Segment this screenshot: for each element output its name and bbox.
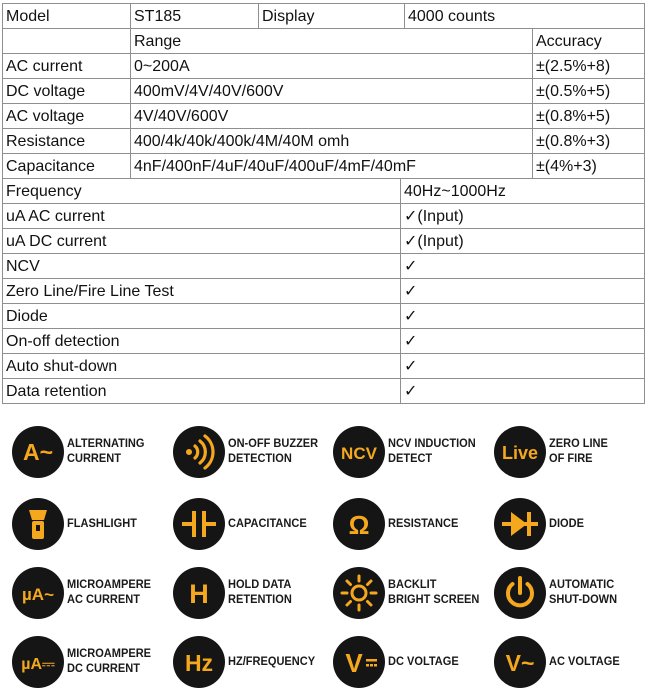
feature-label: FLASHLIGHT [67, 516, 137, 530]
model-label: Model [3, 4, 131, 29]
alternating-current-icon [12, 426, 64, 478]
feature-resistance [325, 492, 487, 558]
feature-row [3, 304, 645, 329]
dc-voltage-icon [333, 636, 385, 688]
spec-row-name: DC voltage [3, 79, 131, 104]
automatic-shutdown-icon [494, 567, 546, 619]
feature-flashlight [4, 492, 166, 558]
display-label: Display [259, 4, 405, 29]
feature-name: Zero Line/Fire Line Test [3, 279, 401, 304]
spec-row-range: 0~200A [131, 54, 533, 79]
ncv-induction-icon [333, 426, 385, 478]
spec-row-range: 4nF/400nF/4uF/40uF/400uF/4mF/40mF [131, 154, 533, 179]
feature-row [3, 329, 645, 354]
accuracy-column-header: Accuracy [533, 29, 645, 54]
feature-ac-voltage [486, 630, 647, 696]
feature-name: Frequency [3, 179, 401, 204]
spec-row-range: 400mV/4V/40V/600V [131, 79, 533, 104]
feature-name: On-off detection [3, 329, 401, 354]
feature-table [2, 178, 645, 404]
feature-label: DC VOLTAGE [388, 654, 459, 668]
feature-label: CAPACITANCE [228, 516, 307, 530]
svg-text:µA~: µA~ [22, 585, 54, 604]
feature-label: ALTERNATING CURRENT [67, 436, 145, 465]
feature-value: ✓(Input) [401, 229, 645, 254]
feature-label: MICROAMPERE AC CURRENT [67, 577, 152, 606]
on-off-buzzer-icon [173, 426, 225, 478]
feature-row [3, 379, 645, 404]
feature-name: Diode [3, 304, 401, 329]
feature-name: uA AC current [3, 204, 401, 229]
spec-row [3, 54, 645, 79]
feature-value: ✓ [401, 279, 645, 304]
feature-label: AC VOLTAGE [549, 654, 620, 668]
spec-table [2, 3, 645, 179]
spec-row [3, 104, 645, 129]
ac-voltage-icon [494, 636, 546, 688]
feature-zero-line-fire [486, 420, 647, 486]
feature-label: AUTOMATIC SHUT-DOWN [549, 577, 618, 606]
spec-row-accuracy: ±(0.5%+5) [533, 79, 645, 104]
feature-label: HOLD DATA RETENTION [228, 577, 292, 606]
feature-name: uA DC current [3, 229, 401, 254]
svg-text:Live: Live [501, 443, 539, 463]
svg-text:V: V [345, 648, 363, 678]
feature-row [3, 229, 645, 254]
backlit-screen-icon [333, 567, 385, 619]
feature-label: MICROAMPERE DC CURRENT [67, 646, 152, 675]
feature-value: ✓ [401, 379, 645, 404]
feature-name: NCV [3, 254, 401, 279]
spec-row-name: Resistance [3, 129, 131, 154]
feature-row [3, 204, 645, 229]
feature-ncv-induction [325, 420, 487, 486]
svg-text:A~: A~ [22, 439, 54, 465]
feature-hz-frequency [165, 630, 327, 696]
feature-row [3, 179, 645, 204]
feature-value: ✓ [401, 304, 645, 329]
spec-header-row [3, 4, 645, 29]
feature-row [3, 354, 645, 379]
spec-row-range: 400/4k/40k/400k/4M/40M omh [131, 129, 533, 154]
feature-value: ✓ [401, 329, 645, 354]
spec-row [3, 79, 645, 104]
feature-backlit-screen [325, 561, 487, 627]
feature-value: ✓ [401, 254, 645, 279]
spec-row-accuracy: ±(2.5%+8) [533, 54, 645, 79]
feature-label: ZERO LINE OF FIRE [549, 436, 608, 465]
feature-label: RESISTANCE [388, 516, 459, 530]
svg-text:V~: V~ [505, 650, 535, 676]
hold-data-icon [173, 567, 225, 619]
feature-label: ON-OFF BUZZER DETECTION [228, 436, 319, 465]
feature-microampere-dc [4, 630, 166, 696]
feature-diode [486, 492, 647, 558]
feature-value: 40Hz~1000Hz [401, 179, 645, 204]
function-icon-grid [0, 420, 647, 700]
svg-text:Ω: Ω [348, 510, 370, 540]
diode-icon [494, 498, 546, 550]
feature-label: NCV INDUCTION DETECT [388, 436, 476, 465]
feature-value: ✓ [401, 354, 645, 379]
spec-row [3, 154, 645, 179]
feature-microampere-ac [4, 561, 166, 627]
feature-name: Data retention [3, 379, 401, 404]
spec-row-range: 4V/40V/600V [131, 104, 533, 129]
zero-line-fire-icon [494, 426, 546, 478]
microampere-ac-icon [12, 567, 64, 619]
feature-alternating-current [4, 420, 166, 486]
feature-on-off-buzzer [165, 420, 327, 486]
empty-header-cell [3, 29, 131, 54]
feature-dc-voltage [325, 630, 487, 696]
feature-row [3, 254, 645, 279]
spec-row-name: AC voltage [3, 104, 131, 129]
spec-row-name: Capacitance [3, 154, 131, 179]
svg-text:NCV: NCV [341, 444, 377, 463]
feature-automatic-shutdown [486, 561, 647, 627]
model-value: ST185 [131, 4, 259, 29]
capacitance-icon [173, 498, 225, 550]
spec-row-accuracy: ±(0.8%+3) [533, 129, 645, 154]
hz-frequency-icon [173, 636, 225, 688]
svg-text:Hz: Hz [184, 650, 214, 676]
resistance-icon [333, 498, 385, 550]
feature-capacitance [165, 492, 327, 558]
feature-label: BACKLIT BRIGHT SCREEN [388, 577, 480, 606]
feature-label: DIODE [549, 516, 584, 530]
feature-hold-data [165, 561, 327, 627]
spec-row-name: AC current [3, 54, 131, 79]
spec-row [3, 129, 645, 154]
svg-text:H: H [189, 579, 209, 609]
svg-text:µA⎓: µA⎓ [21, 656, 55, 673]
feature-row [3, 279, 645, 304]
feature-name: Auto shut-down [3, 354, 401, 379]
range-column-header: Range [131, 29, 533, 54]
spec-columns-row [3, 29, 645, 54]
microampere-dc-icon [12, 636, 64, 688]
feature-label: HZ/FREQUENCY [228, 654, 316, 668]
feature-value: ✓(Input) [401, 204, 645, 229]
spec-row-accuracy: ±(4%+3) [533, 154, 645, 179]
spec-row-accuracy: ±(0.8%+5) [533, 104, 645, 129]
flashlight-icon [12, 498, 64, 550]
display-value: 4000 counts [405, 4, 645, 29]
